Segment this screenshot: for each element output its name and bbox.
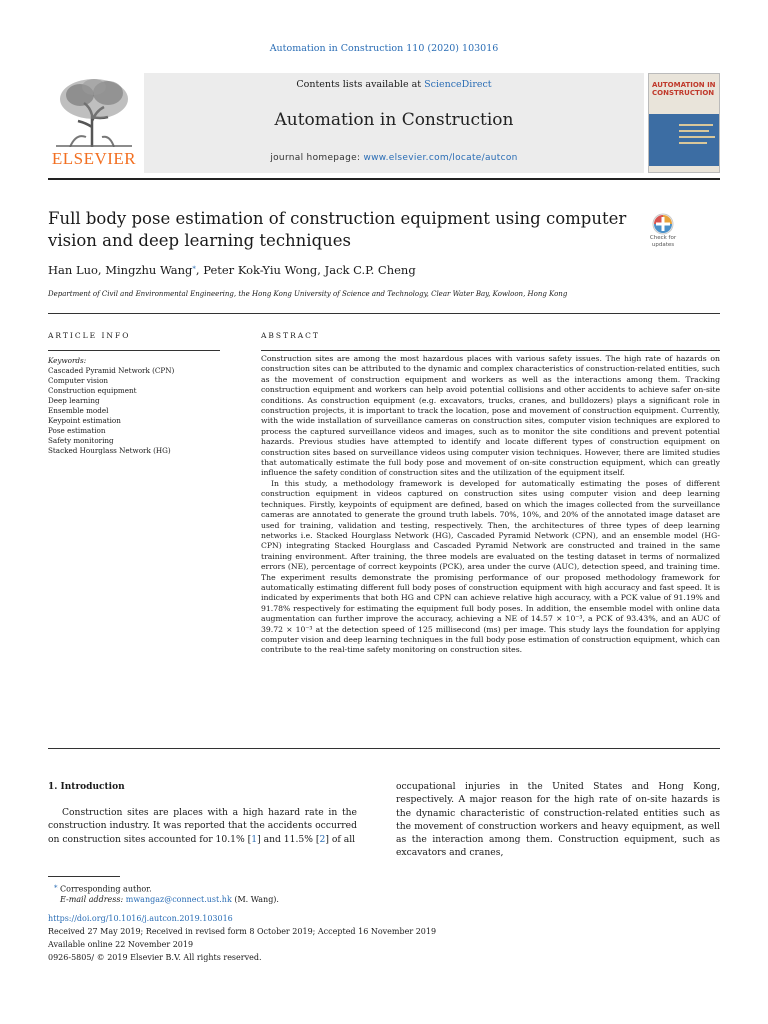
sciencedirect-link[interactable]: ScienceDirect bbox=[424, 79, 492, 90]
crossmark-icon bbox=[646, 212, 680, 236]
keyword-item: Stacked Hourglass Network (HG) bbox=[48, 446, 171, 455]
cover-image-band bbox=[649, 114, 720, 166]
corresponding-author-footnote bbox=[48, 882, 152, 894]
footnote-text: Corresponding author. bbox=[57, 884, 152, 894]
abstract-paragraph-2: In this study, a methodology framework is developed for automatically estimating the poses of different construction equipment in videos captured on construction sites using computer vision and deep learning techniques. Firstly, keypoints of equipment are defined, based on which the images collected from the surveillance cameras are annotated to generate the ground truth labels. 70%, 10%, and 20% of the annotated image dataset are used for training, validation and testing, respectively. Then, the architectures of three types of deep learning networks i.e. Stacked Hourglass Network (HG), Cascaded Pyramid Network (CPN), and an ensemble model (HG-CPN) integrating Stacked Hourglass and Cascaded Pyramid Network are constructed and trained in the same training environment. After training, the three models are evaluated on the testing dataset in terms of normalized errors (NE), percentage of correct keypoints (PCK), area under the curve (AUC), detection speed, and training time. The experiment results demonstrate the promising performance of our proposed methodology framework for automatically estimating different full body poses of construction equipment with high accuracy and fast speed. It is indicated by experiments that both HG and CPN can achieve relative high accuracy, with a PCK value of 91.19% and 91.78% respectively for estimating the equipment full body poses. In addition, the ensemble model with online data augmentation can further improve the accuracy, achieving a NE of 14.57 × 10⁻³, a PCK of 93.43%, and an AUC of 39.72 × 10⁻³ at the detection speed of 125 millisecond (ms) per image. This study lays the foundation for applying computer vision and deep learning techniques in the full body pose estimation of construction equipment, which can contribute to the real-time safety monitoring on construction sites. bbox=[261, 478, 720, 655]
authors-rest: , Peter Kok-Yiu Wong, Jack C.P. Cheng bbox=[195, 263, 416, 277]
keywords-label: Keywords: bbox=[48, 356, 87, 365]
journal-reference-link[interactable]: Automation in Construction 110 (2020) 103016 bbox=[269, 43, 499, 54]
abstract-heading: ABSTRACT bbox=[261, 331, 320, 340]
journal-homepage-line bbox=[144, 153, 644, 163]
email-label: E-mail address: bbox=[60, 895, 126, 904]
abstract-body bbox=[261, 354, 720, 656]
contents-prefix: Contents lists available at bbox=[296, 79, 425, 90]
corresponding-author-marker[interactable]: ⁎ bbox=[192, 263, 196, 272]
author-list bbox=[48, 263, 416, 277]
elsevier-wordmark: ELSEVIER bbox=[51, 149, 137, 168]
article-title: Full body pose estimation of construction equipment using computer vision and deep learning techniques bbox=[48, 209, 627, 250]
email-footnote bbox=[48, 895, 279, 904]
elsevier-tree-icon bbox=[56, 77, 132, 147]
keyword-item: Deep learning bbox=[48, 396, 100, 405]
keyword-item: Pose estimation bbox=[48, 426, 106, 435]
introduction-right-column: occupational injuries in the United States and Hong Kong, respectively. A major reason for the high rate of on-site hazards is the dynamic characteristic of construction-related entities such as the movement of construction workers and heavy equipment, as well as the interaction among them. Construction equipment, such as excavators and cranes, bbox=[396, 781, 720, 859]
cover-title: AUTOMATION IN CONSTRUCTION bbox=[652, 81, 716, 97]
introduction-left-column bbox=[48, 806, 357, 846]
elsevier-logo[interactable] bbox=[48, 73, 140, 173]
journal-cover-thumbnail[interactable] bbox=[648, 73, 720, 173]
reference-link-1[interactable]: 1 bbox=[251, 833, 258, 845]
authors-first: Han Luo, Mingzhu Wang bbox=[48, 263, 193, 277]
available-online-date: Available online 22 November 2019 bbox=[48, 940, 194, 949]
cover-text-line bbox=[679, 142, 707, 144]
keywords-list bbox=[48, 356, 220, 456]
journal-masthead bbox=[48, 73, 720, 173]
journal-homepage-link[interactable]: www.elsevier.com/locate/autcon bbox=[363, 153, 518, 163]
cover-text-line bbox=[679, 136, 715, 138]
article-info-divider bbox=[48, 350, 220, 351]
journal-title: Automation in Construction bbox=[274, 110, 514, 130]
reference-link-2[interactable]: 2 bbox=[319, 833, 326, 845]
check-for-updates-badge[interactable] bbox=[646, 212, 680, 258]
contents-line bbox=[144, 79, 644, 90]
keyword-item: Construction equipment bbox=[48, 386, 137, 395]
keyword-item: Computer vision bbox=[48, 376, 109, 385]
introduction-heading: 1. Introduction bbox=[48, 782, 125, 792]
footnote-marker: ⁎ bbox=[54, 882, 58, 890]
article-info-heading: ARTICLE INFO bbox=[48, 331, 131, 340]
intro-text-1: Construction sites are places with a high hazard rate in the construction industry. It was reported that the accidents occurred on construction sites accounted for 10.1% [ bbox=[48, 807, 357, 845]
email-link[interactable]: mwangaz@connect.ust.hk bbox=[125, 895, 232, 904]
journal-header-box bbox=[144, 73, 644, 173]
keyword-item: Cascaded Pyramid Network (CPN) bbox=[48, 366, 175, 375]
header-divider bbox=[48, 313, 720, 314]
author-affiliation: Department of Civil and Environmental Engineering, the Hong Kong University of Science and Technology, Clear Water Bay, Kowloon, Hong Kong bbox=[48, 290, 568, 298]
cover-text-line bbox=[679, 130, 709, 132]
masthead-divider bbox=[48, 178, 720, 180]
intro-text-2: ] and 11.5% [ bbox=[257, 833, 320, 845]
abstract-divider bbox=[261, 350, 720, 351]
homepage-prefix: journal homepage: bbox=[270, 153, 364, 163]
doi-link[interactable]: https://doi.org/10.1016/j.autcon.2019.103016 bbox=[48, 914, 233, 923]
abstract-end-divider bbox=[48, 748, 720, 749]
abstract-paragraph-1: Construction sites are among the most hazardous places with various safety issues. The high rate of hazards on construction sites can be attributed to the dynamic and complex characteristics of construction-related entities, such as the movement of construction equipment and workers as well as the interactions among them. Tracking construction equipment and workers can help avoid potential collisions and other accidents to achieve safer on-site conditions. As construction equipment (e.g. excavators, trucks, cranes, and bulldozers) plays a significant role in construction projects, it is important to track the location, pose and movement of construction equipment. Currently, with the wide installation of surveillance cameras on construction sites, computer vision techniques are explored to process the captured surveillance videos and images, such as to monitor the site conditions and prevent potential hazards. Previous studies have attempted to identify and locate different types of construction equipment on construction sites based on surveillance videos using computer vision techniques. However, there are limited studies that automatically estimate the full body pose and movement of on-site construction equipment, which can greatly influence the safety condition of construction sites and the utilization of the equipment itself. bbox=[261, 354, 720, 478]
cover-text-line bbox=[679, 124, 713, 126]
received-dates: Received 27 May 2019; Received in revised form 8 October 2019; Accepted 16 November 2019 bbox=[48, 927, 437, 936]
footnote-divider bbox=[48, 876, 120, 877]
keyword-item: Safety monitoring bbox=[48, 436, 114, 445]
keyword-item: Ensemble model bbox=[48, 406, 109, 415]
keyword-item: Keypoint estimation bbox=[48, 416, 121, 425]
intro-text-3: ] of all bbox=[325, 833, 356, 845]
check-for-updates-label: Check for updates bbox=[649, 235, 677, 248]
issn-copyright: 0926-5805/ © 2019 Elsevier B.V. All rights reserved. bbox=[48, 953, 262, 962]
email-suffix: (M. Wang). bbox=[231, 895, 279, 904]
